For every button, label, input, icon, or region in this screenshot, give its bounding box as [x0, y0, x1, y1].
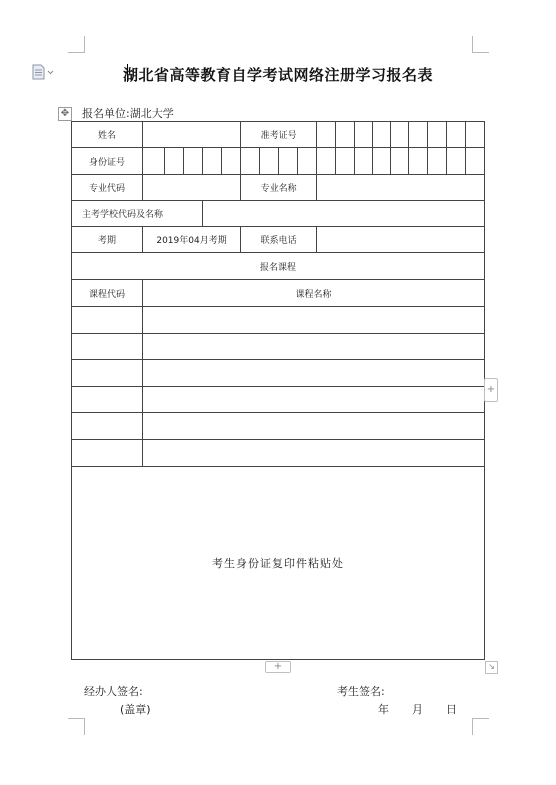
id-card-cell[interactable] [428, 148, 447, 175]
registration-unit-value: 湖北大学 [129, 107, 174, 120]
course-code-cell[interactable] [72, 307, 143, 334]
student-signature-label: 考生签名: [337, 685, 385, 698]
course-name-cell[interactable] [143, 360, 485, 387]
id-card-cell[interactable] [409, 148, 428, 175]
school-label: 主考学校代码及名称 [72, 201, 203, 227]
id-card-cell[interactable] [260, 148, 279, 175]
id-card-cell[interactable] [241, 148, 260, 175]
course-code-cell[interactable] [72, 387, 143, 413]
major-code-field[interactable] [143, 175, 241, 201]
id-card-cell[interactable] [222, 148, 241, 175]
page-corner-mark [68, 36, 85, 53]
major-code-label: 专业代码 [72, 175, 143, 201]
id-card-cell[interactable] [143, 148, 165, 175]
registration-unit [82, 105, 174, 121]
exam-id-cell[interactable] [428, 122, 447, 148]
id-card-cell[interactable] [466, 148, 485, 175]
course-code-cell[interactable] [72, 334, 143, 360]
exam-id-cell[interactable] [466, 122, 485, 148]
period-label: 考期 [72, 227, 143, 253]
exam-id-cell[interactable] [447, 122, 466, 148]
add-column-button[interactable]: + [484, 378, 498, 402]
school-field[interactable] [203, 201, 485, 227]
name-label: 姓名 [72, 122, 143, 148]
name-field[interactable] [143, 122, 241, 148]
exam-id-cell[interactable] [373, 122, 391, 148]
course-name-header: 课程名称 [143, 280, 485, 307]
exam-id-cell[interactable] [317, 122, 336, 148]
page-corner-mark [472, 36, 489, 53]
date-day-label: 日 [446, 703, 457, 716]
id-card-label: 身份证号 [72, 148, 143, 175]
course-name-cell[interactable] [143, 307, 485, 334]
id-card-cell[interactable] [165, 148, 184, 175]
exam-id-label: 准考证号 [241, 122, 317, 148]
course-code-cell[interactable] [72, 360, 143, 387]
id-card-cell[interactable] [203, 148, 222, 175]
date-month-label: 月 [412, 703, 423, 716]
exam-id-cell[interactable] [336, 122, 355, 148]
exam-id-cell[interactable] [409, 122, 428, 148]
id-card-cell[interactable] [279, 148, 298, 175]
course-code-cell[interactable] [72, 440, 143, 467]
id-card-cell[interactable] [298, 148, 317, 175]
id-card-cell[interactable] [391, 148, 409, 175]
course-name-cell[interactable] [143, 440, 485, 467]
table-resize-handle[interactable]: ↘ [485, 661, 498, 674]
courses-header: 报名课程 [72, 253, 485, 280]
id-card-cell[interactable] [317, 148, 336, 175]
course-name-cell[interactable] [143, 334, 485, 360]
exam-id-cell[interactable] [355, 122, 373, 148]
seal-label: (盖章) [120, 703, 151, 716]
phone-field[interactable] [317, 227, 485, 253]
id-photocopy-area[interactable]: 考生身份证复印件粘贴处 [72, 467, 485, 660]
id-card-cell[interactable] [184, 148, 203, 175]
page-title: 湖北省高等教育自学考试网络注册学习报名表 [122, 66, 433, 84]
major-name-field[interactable] [317, 175, 485, 201]
id-card-cell[interactable] [373, 148, 391, 175]
course-code-header: 课程代码 [72, 280, 143, 307]
page-corner-mark [68, 718, 85, 735]
registration-unit-label: 报名单位: [82, 107, 130, 120]
registration-form-table [71, 121, 485, 660]
period-value: 2019年04月考期 [143, 227, 241, 253]
course-name-cell[interactable] [143, 413, 485, 440]
handler-signature-label: 经办人签名: [84, 685, 143, 698]
table-move-handle[interactable]: ✥ [58, 107, 72, 121]
phone-label: 联系电话 [241, 227, 317, 253]
major-name-label: 专业名称 [241, 175, 317, 201]
id-card-cell[interactable] [336, 148, 355, 175]
add-row-button[interactable]: + [265, 661, 291, 673]
date-year-label: 年 [378, 703, 389, 716]
course-name-cell[interactable] [143, 387, 485, 413]
id-card-cell[interactable] [447, 148, 466, 175]
page-corner-mark [472, 718, 489, 735]
exam-id-cell[interactable] [391, 122, 409, 148]
id-card-cell[interactable] [355, 148, 373, 175]
course-code-cell[interactable] [72, 413, 143, 440]
